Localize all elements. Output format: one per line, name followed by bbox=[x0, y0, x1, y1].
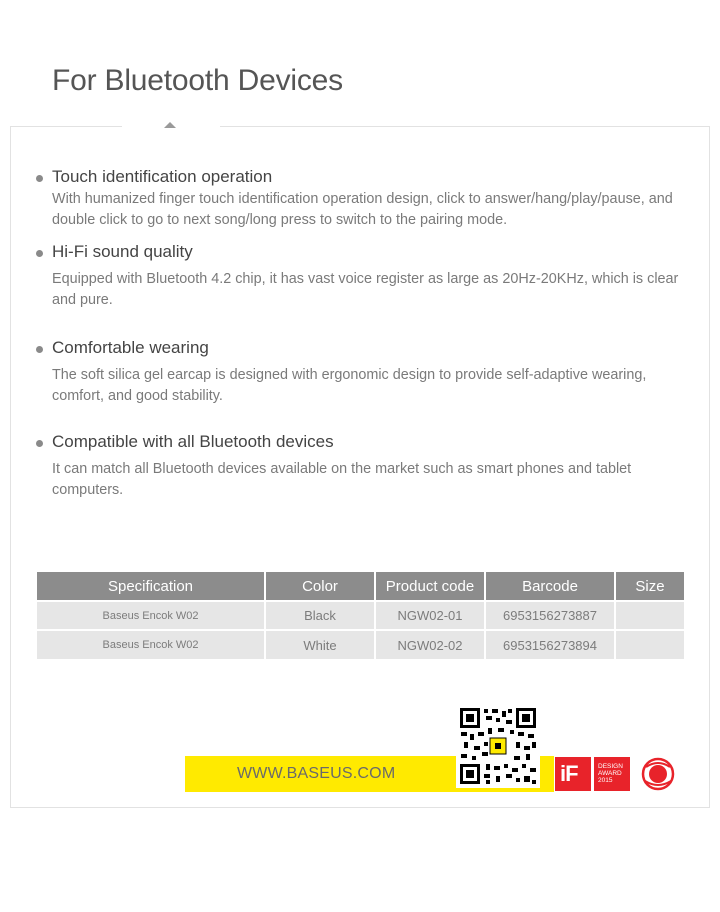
cell-specification: Baseus Encok W02 bbox=[37, 630, 265, 659]
bullet-icon bbox=[36, 346, 43, 353]
cell-barcode: 6953156273894 bbox=[485, 630, 615, 659]
header-specification: Specification bbox=[37, 572, 265, 601]
website-link[interactable]: WWW.BASEUS.COM bbox=[237, 765, 396, 782]
table-row bbox=[37, 630, 684, 659]
header-size: Size bbox=[615, 572, 684, 601]
cell-product-code: NGW02-01 bbox=[375, 601, 485, 630]
feature-description: It can match all Bluetooth devices available on the market such as smart phones and tablet computers. bbox=[52, 461, 632, 498]
feature-title: Touch identification operation bbox=[52, 167, 273, 186]
if-award-logo bbox=[555, 757, 591, 791]
cell-size bbox=[615, 630, 684, 659]
header-product-code: Product code bbox=[375, 572, 485, 601]
header-barcode: Barcode bbox=[485, 572, 615, 601]
cell-barcode: 6953156273887 bbox=[485, 601, 615, 630]
feature-title: Compatible with all Bluetooth devices bbox=[52, 432, 334, 451]
bullet-icon bbox=[36, 440, 43, 447]
qr-code-icon bbox=[456, 704, 540, 788]
cell-product-code: NGW02-02 bbox=[375, 630, 485, 659]
design-award-badge: DESIGN AWARD 2015 bbox=[594, 757, 630, 791]
feature-description: Equipped with Bluetooth 4.2 chip, it has vast voice register as large as 20Hz-20KHz, which is clear and pure. bbox=[52, 271, 679, 308]
table-header-row bbox=[37, 572, 684, 601]
feature-description: With humanized finger touch identification operation design, click to answer/hang/play/pause, and double click to go to next song/long press to switch to the pairing mode. bbox=[52, 191, 673, 228]
feature-title: Hi-Fi sound quality bbox=[52, 242, 193, 261]
header-color: Color bbox=[265, 572, 375, 601]
cell-specification: Baseus Encok W02 bbox=[37, 601, 265, 630]
table-row bbox=[37, 601, 684, 630]
spec-table bbox=[37, 572, 684, 659]
reddot-award-icon bbox=[640, 757, 676, 791]
if-logo-text: iF bbox=[560, 761, 578, 786]
bullet-icon bbox=[36, 250, 43, 257]
cell-color: White bbox=[265, 630, 375, 659]
feature-description: The soft silica gel earcap is designed with ergonomic design to provide self-adaptive wearing, comfort, and good stability. bbox=[52, 367, 647, 404]
cell-color: Black bbox=[265, 601, 375, 630]
cell-size bbox=[615, 601, 684, 630]
notch-arrow-icon bbox=[164, 122, 176, 128]
page-title: For Bluetooth Devices bbox=[52, 64, 343, 97]
bullet-icon bbox=[36, 175, 43, 182]
feature-title: Comfortable wearing bbox=[52, 338, 209, 357]
